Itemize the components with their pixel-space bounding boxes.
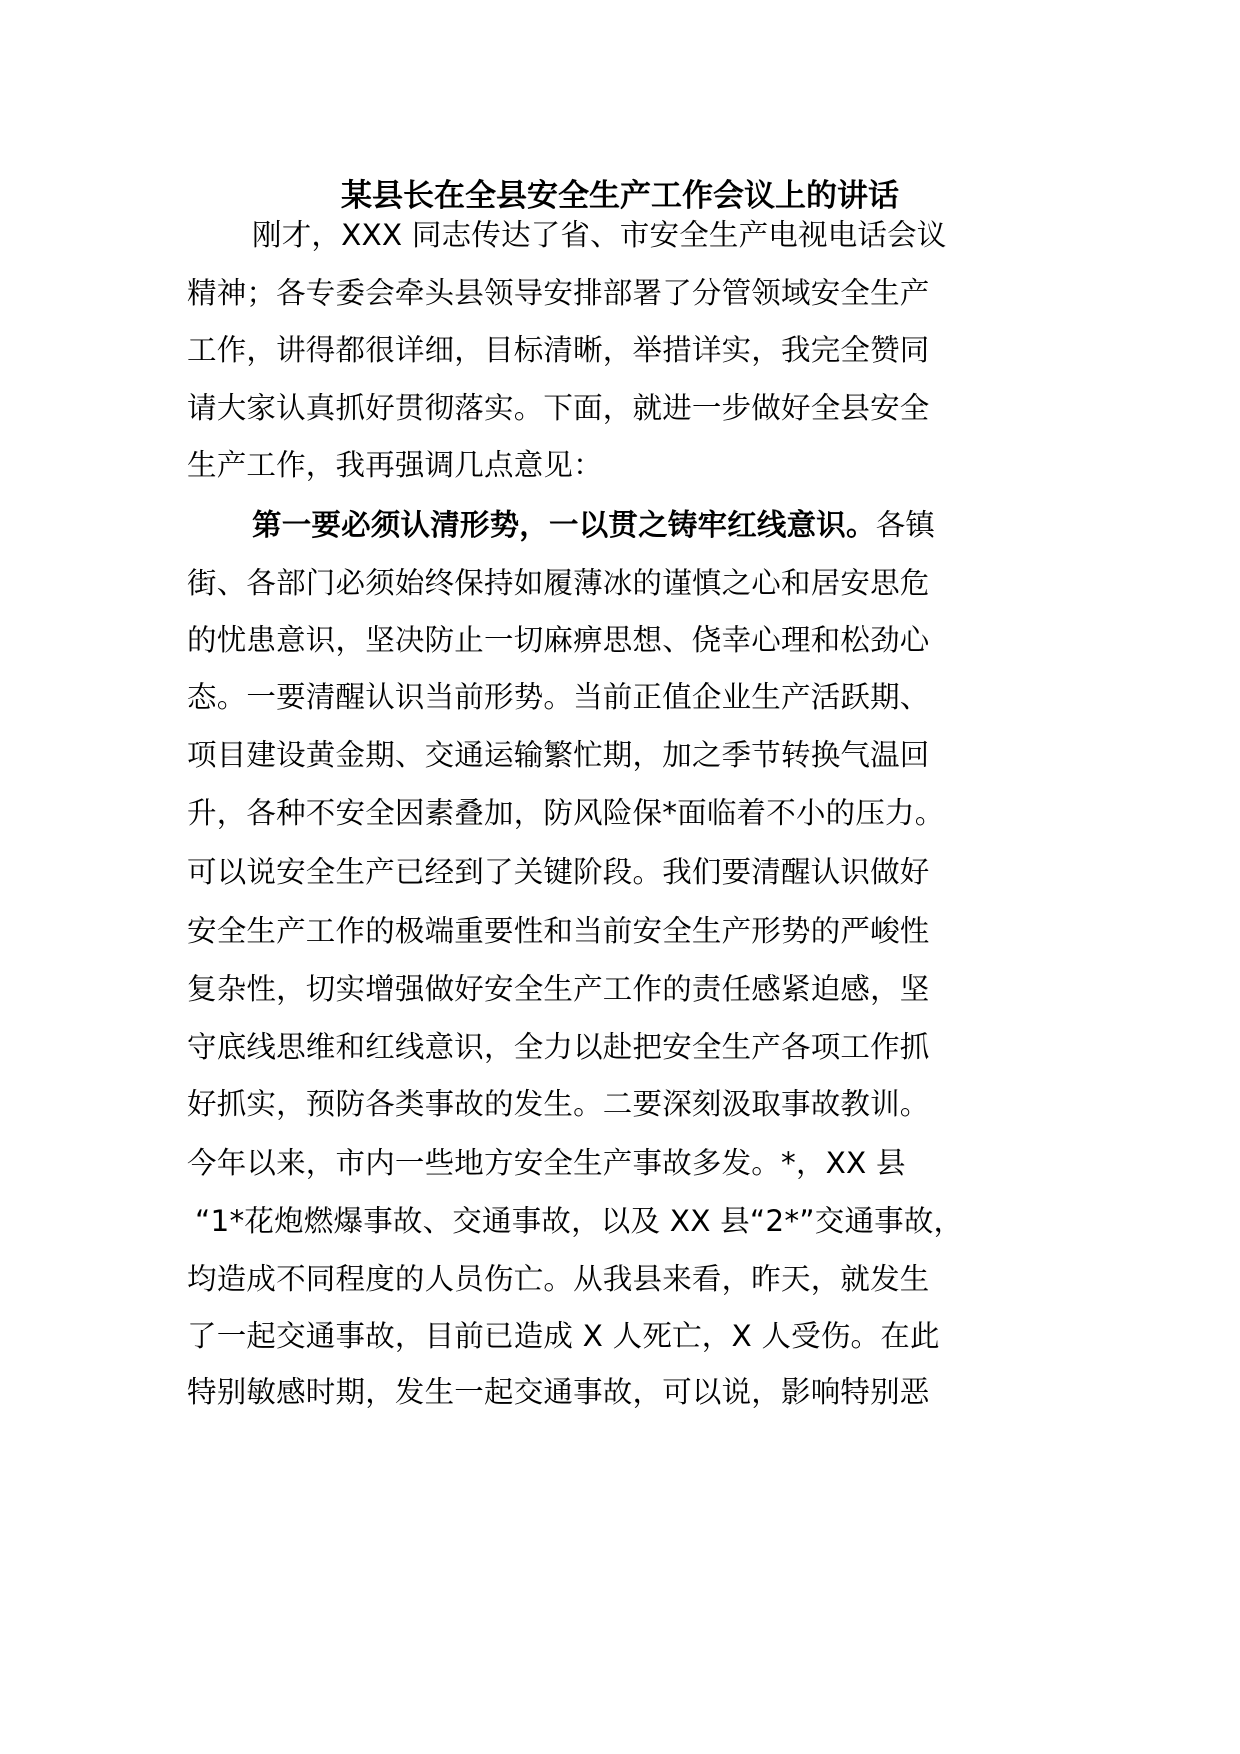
paragraph-line: 工作，讲得都很详细，目标清晰，举措详实，我完全赞同 (187, 333, 930, 367)
paragraph-line: 请大家认真抓好贯彻落实。下面，就进一步做好全县安全 (187, 391, 930, 425)
paragraph-line: “1*花炮燃爆事故、交通事故，以及 XX 县“2*”交通事故， (195, 1204, 964, 1238)
section-heading: 第一要必须认清形势，一以贯之铸牢红线意识。 (252, 508, 876, 542)
paragraph-line: 项目建设黄金期、交通运输繁忙期，加之季节转换气温回 (187, 738, 930, 772)
paragraph-line: 升，各种不安全因素叠加，防风险保*面临着不小的压力。 (187, 796, 945, 830)
section-heading-line (252, 505, 935, 545)
paragraph-line: 可以说安全生产已经到了关键阶段。我们要清醒认识做好 (187, 855, 930, 889)
paragraph-line: 的忧患意识，坚决防止一切麻痹思想、侥幸心理和松劲心 (187, 623, 930, 657)
paragraph-line: 均造成不同程度的人员伤亡。从我县来看，昨天，就发生 (187, 1262, 930, 1296)
paragraph-line: 今年以来，市内一些地方安全生产事故多发。*，XX 县 (187, 1146, 906, 1180)
paragraph-line: 好抓实，预防各类事故的发生。二要深刻汲取事故教训。 (187, 1087, 930, 1121)
paragraph-line: 态。一要清醒认识当前形势。当前正值企业生产活跃期、 (187, 680, 930, 714)
section-heading-continuation: 各镇 (875, 508, 936, 542)
paragraph-line: 复杂性，切实增强做好安全生产工作的责任感紧迫感，坚 (187, 972, 930, 1006)
document-title: 某县长在全县安全生产工作会议上的讲话 (341, 178, 899, 214)
paragraph-line: 了一起交通事故，目前已造成 X 人死亡，X 人受伤。在此 (187, 1319, 940, 1353)
paragraph-line: 守底线思维和红线意识，全力以赴把安全生产各项工作抓 (187, 1030, 930, 1064)
paragraph-line: 刚才，XXX 同志传达了省、市安全生产电视电话会议 (252, 218, 947, 252)
paragraph-line: 生产工作，我再强调几点意见： (187, 448, 603, 482)
paragraph-line: 特别敏感时期，发生一起交通事故，可以说，影响特别恶 (187, 1375, 930, 1409)
paragraph-line: 精神；各专委会牵头县领导安排部署了分管领域安全生产 (187, 276, 930, 310)
paragraph-line: 街、各部门必须始终保持如履薄冰的谨慎之心和居安思危 (187, 566, 930, 600)
paragraph-line: 安全生产工作的极端重要性和当前安全生产形势的严峻性 (187, 914, 930, 948)
